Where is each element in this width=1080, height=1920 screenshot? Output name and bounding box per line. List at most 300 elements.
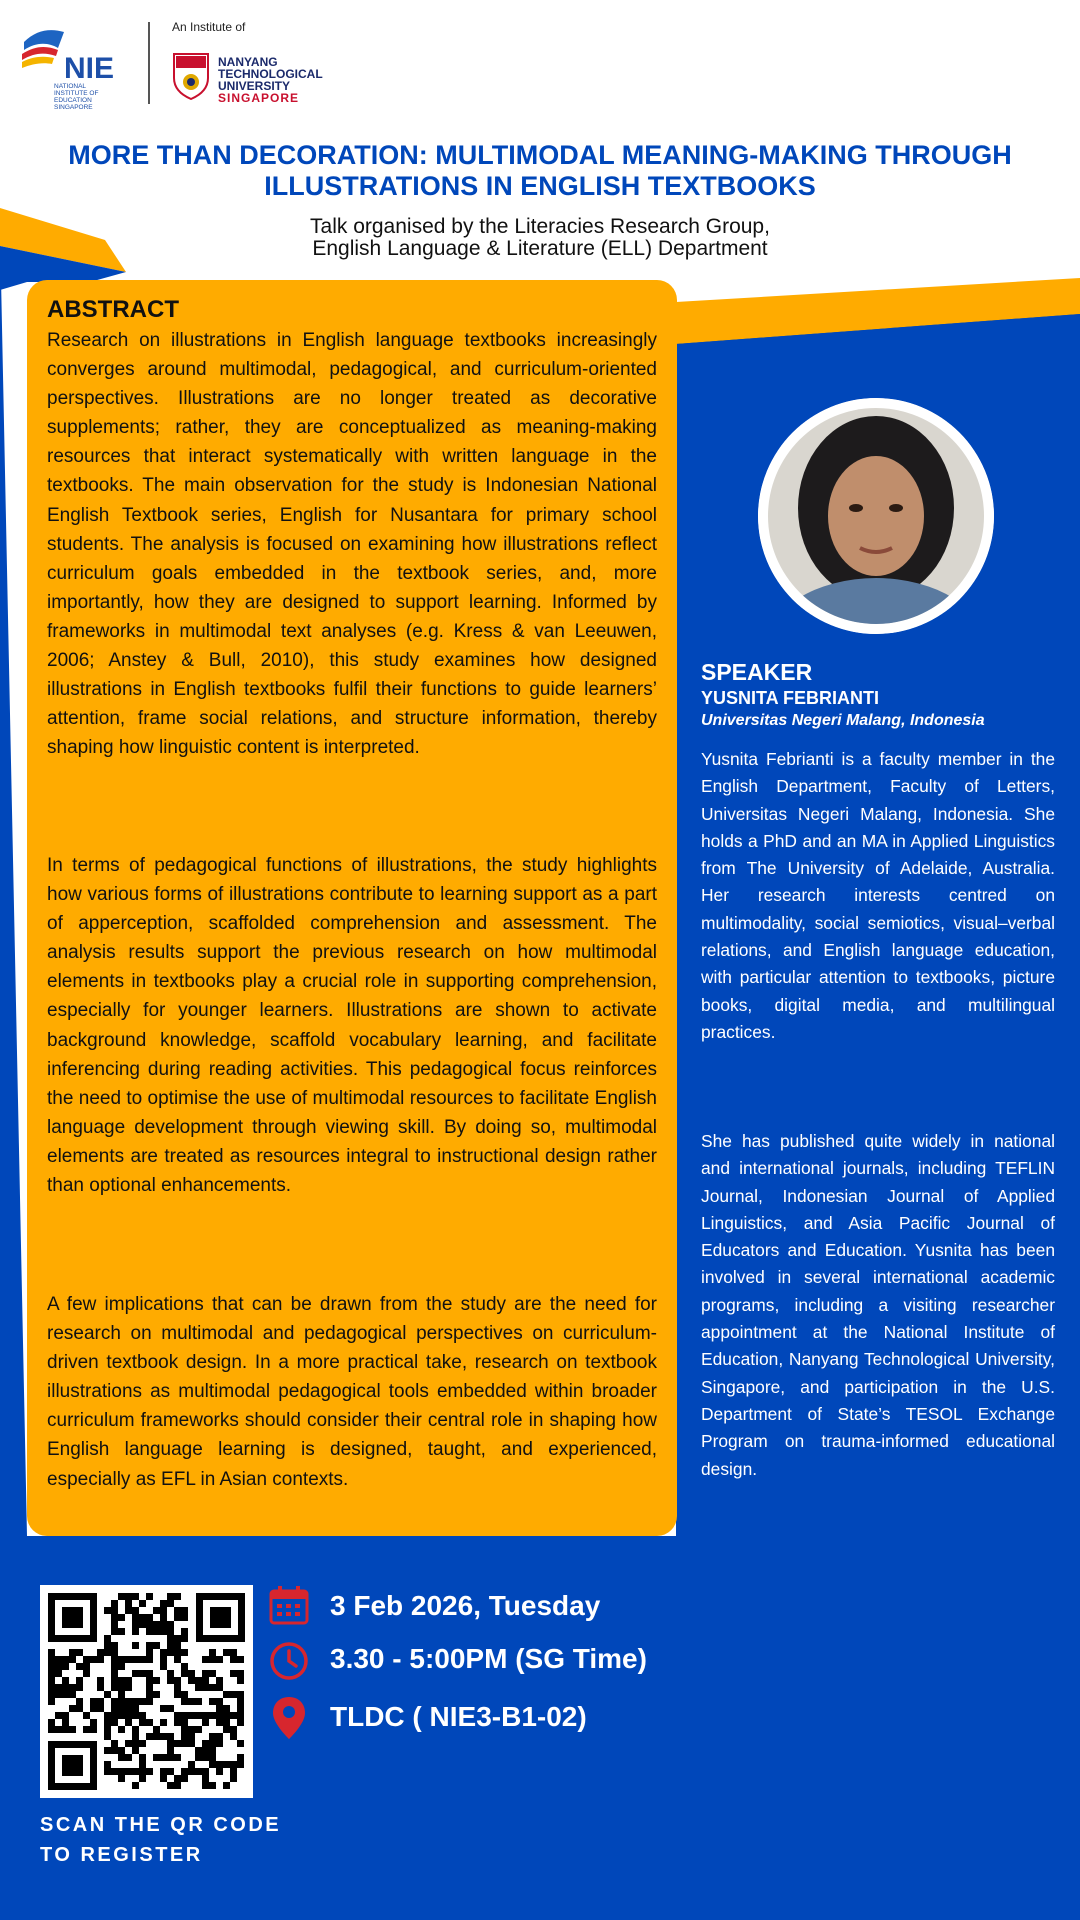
qr-module bbox=[111, 1621, 118, 1628]
qr-module bbox=[104, 1642, 111, 1649]
qr-module bbox=[181, 1698, 188, 1705]
qr-module bbox=[181, 1635, 188, 1642]
title-line-2: ILLUSTRATIONS IN ENGLISH TEXTBOOKS bbox=[264, 171, 816, 201]
qr-module bbox=[216, 1677, 223, 1684]
qr-module bbox=[118, 1663, 125, 1670]
ntu-logo-text bbox=[218, 56, 323, 104]
qr-module bbox=[223, 1691, 230, 1698]
qr-module bbox=[69, 1649, 76, 1656]
qr-module bbox=[125, 1768, 132, 1775]
qr-module bbox=[146, 1628, 153, 1635]
qr-module bbox=[216, 1698, 223, 1705]
qr-module bbox=[181, 1740, 188, 1747]
qr-module bbox=[202, 1684, 209, 1691]
qr-module bbox=[181, 1712, 188, 1719]
qr-module bbox=[118, 1593, 125, 1600]
qr-module bbox=[209, 1698, 216, 1705]
qr-module bbox=[181, 1733, 188, 1740]
qr-module bbox=[48, 1656, 55, 1663]
qr-module bbox=[174, 1614, 181, 1621]
logo-divider bbox=[148, 22, 150, 104]
qr-module bbox=[139, 1719, 146, 1726]
qr-module bbox=[202, 1656, 209, 1663]
qr-module bbox=[174, 1607, 181, 1614]
qr-module bbox=[139, 1621, 146, 1628]
qr-module bbox=[237, 1670, 244, 1677]
qr-module bbox=[83, 1656, 90, 1663]
qr-module bbox=[195, 1768, 202, 1775]
qr-module bbox=[209, 1712, 216, 1719]
qr-module bbox=[237, 1761, 244, 1768]
qr-module bbox=[104, 1768, 111, 1775]
qr-module bbox=[202, 1775, 209, 1782]
qr-module bbox=[181, 1649, 188, 1656]
qr-module bbox=[125, 1677, 132, 1684]
qr-module bbox=[69, 1726, 76, 1733]
calendar-icon bbox=[268, 1584, 310, 1626]
location-pin-icon bbox=[268, 1695, 310, 1741]
qr-module bbox=[209, 1740, 216, 1747]
qr-module bbox=[209, 1747, 216, 1754]
qr-module bbox=[76, 1684, 83, 1691]
qr-module bbox=[55, 1656, 62, 1663]
qr-module bbox=[62, 1677, 69, 1684]
qr-module bbox=[55, 1670, 62, 1677]
qr-module bbox=[111, 1698, 118, 1705]
qr-module bbox=[237, 1656, 244, 1663]
qr-module bbox=[48, 1691, 55, 1698]
qr-module bbox=[202, 1712, 209, 1719]
qr-module bbox=[48, 1698, 55, 1705]
qr-module bbox=[62, 1719, 69, 1726]
qr-module bbox=[223, 1719, 230, 1726]
qr-module bbox=[230, 1656, 237, 1663]
qr-module bbox=[167, 1642, 174, 1649]
qr-module bbox=[111, 1747, 118, 1754]
qr-module bbox=[153, 1621, 160, 1628]
qr-module bbox=[76, 1677, 83, 1684]
qr-module bbox=[139, 1754, 146, 1761]
ntu-line-2: TECHNOLOGICAL bbox=[218, 67, 323, 81]
qr-module bbox=[230, 1726, 237, 1733]
qr-module bbox=[188, 1712, 195, 1719]
qr-module bbox=[132, 1698, 139, 1705]
qr-module bbox=[153, 1628, 160, 1635]
qr-module bbox=[153, 1607, 160, 1614]
qr-module bbox=[90, 1719, 97, 1726]
qr-module bbox=[139, 1698, 146, 1705]
qr-module bbox=[132, 1782, 139, 1789]
qr-module bbox=[209, 1656, 216, 1663]
qr-module bbox=[76, 1705, 83, 1712]
qr-module bbox=[111, 1607, 118, 1614]
qr-module bbox=[230, 1670, 237, 1677]
qr-module bbox=[69, 1705, 76, 1712]
qr-module bbox=[195, 1712, 202, 1719]
qr-module bbox=[111, 1719, 118, 1726]
qr-module bbox=[139, 1600, 146, 1607]
clock-icon bbox=[268, 1640, 310, 1682]
qr-module bbox=[118, 1628, 125, 1635]
event-venue: TLDC ( NIE3-B1-02) bbox=[330, 1701, 587, 1732]
qr-module bbox=[146, 1614, 153, 1621]
qr-module bbox=[132, 1642, 139, 1649]
qr-module bbox=[174, 1684, 181, 1691]
qr-module bbox=[104, 1747, 111, 1754]
qr-module bbox=[132, 1733, 139, 1740]
qr-module bbox=[174, 1656, 181, 1663]
qr-module bbox=[230, 1691, 237, 1698]
qr-module bbox=[118, 1754, 125, 1761]
qr-module bbox=[132, 1670, 139, 1677]
abstract-paragraph-3: A few implications that can be drawn from the study are the need for research on multimodal and pedagogical perspectives on curriculum-driven textbook design. In a more practical take, research on textbook illustrations as multimodal pedagogical tools embedded within broader curriculum frameworks should consider their central role in shaping how English language learning is designed, taught, and experienced, especially as EFL in Asian contexts. bbox=[47, 1294, 657, 1490]
qr-module bbox=[83, 1670, 90, 1677]
qr-module bbox=[146, 1733, 153, 1740]
qr-module bbox=[216, 1656, 223, 1663]
speaker-label: SPEAKER bbox=[701, 659, 813, 685]
qr-module bbox=[132, 1628, 139, 1635]
qr-module bbox=[69, 1684, 76, 1691]
qr-module bbox=[132, 1768, 139, 1775]
page-title bbox=[0, 140, 1080, 202]
nie-caption-1: NATIONAL bbox=[54, 83, 87, 90]
abstract-heading: ABSTRACT bbox=[47, 296, 179, 323]
qr-module bbox=[111, 1740, 118, 1747]
qr-module bbox=[83, 1726, 90, 1733]
qr-module bbox=[237, 1719, 244, 1726]
qr-module bbox=[62, 1726, 69, 1733]
qr-module bbox=[55, 1663, 62, 1670]
qr-module bbox=[146, 1642, 153, 1649]
qr-module bbox=[97, 1649, 104, 1656]
ntu-line-4: SINGAPORE bbox=[218, 91, 300, 105]
qr-module bbox=[160, 1621, 167, 1628]
qr-module bbox=[97, 1705, 104, 1712]
qr-module bbox=[104, 1761, 111, 1768]
qr-module bbox=[146, 1670, 153, 1677]
qr-module bbox=[216, 1761, 223, 1768]
nie-logo bbox=[20, 20, 130, 110]
qr-module bbox=[181, 1614, 188, 1621]
qr-module bbox=[181, 1663, 188, 1670]
qr-module bbox=[202, 1719, 209, 1726]
qr-module bbox=[230, 1775, 237, 1782]
qr-module bbox=[111, 1614, 118, 1621]
qr-module bbox=[230, 1768, 237, 1775]
qr-module bbox=[223, 1761, 230, 1768]
qr-module bbox=[167, 1705, 174, 1712]
qr-module bbox=[125, 1607, 132, 1614]
qr-module bbox=[48, 1677, 55, 1684]
qr-module bbox=[181, 1628, 188, 1635]
qr-module bbox=[125, 1712, 132, 1719]
qr-module bbox=[174, 1754, 181, 1761]
qr-module bbox=[111, 1712, 118, 1719]
qr-module bbox=[216, 1740, 223, 1747]
qr-module bbox=[111, 1642, 118, 1649]
qr-module bbox=[111, 1684, 118, 1691]
scan-line-2: TO REGISTER bbox=[40, 1844, 203, 1866]
qr-module bbox=[160, 1719, 167, 1726]
qr-module bbox=[132, 1747, 139, 1754]
qr-module bbox=[237, 1754, 244, 1761]
nie-caption-3: EDUCATION bbox=[54, 97, 92, 104]
qr-module bbox=[174, 1775, 181, 1782]
qr-module bbox=[174, 1691, 181, 1698]
scan-line-1: SCAN THE QR CODE bbox=[40, 1814, 282, 1836]
subtitle bbox=[0, 216, 1080, 260]
qr-module bbox=[167, 1628, 174, 1635]
qr-module bbox=[69, 1691, 76, 1698]
qr-module bbox=[230, 1649, 237, 1656]
qr-module bbox=[111, 1670, 118, 1677]
abstract-paragraph-2: In terms of pedagogical functions of illustrations, the study highlights how various forms of illustrations contribute to learning support as a part of apperception, scaffolded comprehension and assessment. The analysis results support the previous research on how multimodal elements in textbooks play a crucial role in supporting comprehension, especially for younger learners. Illustrations are shown to activate background knowledge, scaffold vocabulary learning, and facilitate inferencing during reading activities. This pedagogical focus reinforces the need to optimise the use of multimodal resources to facilitate English language development through viewing skill. By doing so, multimodal elements are treated as resources integral to instructional design rather than optional enhancements. bbox=[47, 855, 657, 1197]
qr-module bbox=[174, 1740, 181, 1747]
qr-module bbox=[160, 1600, 167, 1607]
qr-module bbox=[48, 1649, 55, 1656]
abstract-paragraph-1: Research on illustrations in English language textbooks increasingly converges around multimodal, pedagogical, and curriculum-oriented perspectives. Illustrations are no longer treated as decorative supplements; rather, they are conceptualized as meaning-making resources that interact systematically with written language in the textbooks. The main observation for the study is Indonesian National English Textbook series, English for Nusantara for primary school students. The analysis is focused on examining how illustrations reflect curriculum goals embedded in the textbook series, and, more importantly, how they are designed to support learning. Informed by frameworks in multimodal text analyses (e.g. Kress & van Leeuwen, 2006; Anstey & Bull, 2010), this study examines how designed illustrations in English textbooks fulfil their functions to guide learners’ attention, frame social relations, and structure information, thereby shaping how linguistic content is interpreted. bbox=[47, 330, 657, 759]
qr-module bbox=[48, 1719, 55, 1726]
qr-module bbox=[181, 1775, 188, 1782]
qr-module bbox=[76, 1649, 83, 1656]
qr-module bbox=[83, 1663, 90, 1670]
qr-module bbox=[146, 1698, 153, 1705]
qr-module bbox=[223, 1712, 230, 1719]
qr-module bbox=[174, 1635, 181, 1642]
qr-module bbox=[181, 1607, 188, 1614]
qr-module bbox=[167, 1677, 174, 1684]
qr-module bbox=[146, 1684, 153, 1691]
qr-module bbox=[83, 1712, 90, 1719]
qr-module bbox=[104, 1635, 111, 1642]
qr-module bbox=[188, 1677, 195, 1684]
qr-module bbox=[146, 1691, 153, 1698]
qr-module bbox=[97, 1684, 104, 1691]
qr-module bbox=[223, 1726, 230, 1733]
qr-module bbox=[118, 1614, 125, 1621]
qr-module bbox=[160, 1663, 167, 1670]
qr-module bbox=[132, 1614, 139, 1621]
qr-module bbox=[167, 1740, 174, 1747]
qr-module bbox=[55, 1691, 62, 1698]
qr-module bbox=[167, 1649, 174, 1656]
qr-module bbox=[132, 1712, 139, 1719]
qr-module bbox=[62, 1684, 69, 1691]
qr-module bbox=[174, 1649, 181, 1656]
qr-module bbox=[174, 1593, 181, 1600]
speaker-name: YUSNITA FEBRIANTI bbox=[701, 688, 879, 708]
qr-module bbox=[223, 1782, 230, 1789]
qr-module bbox=[188, 1726, 195, 1733]
qr-module bbox=[216, 1719, 223, 1726]
qr-module bbox=[216, 1712, 223, 1719]
qr-module bbox=[160, 1733, 167, 1740]
qr-module bbox=[111, 1656, 118, 1663]
qr-module bbox=[209, 1761, 216, 1768]
qr-module bbox=[160, 1754, 167, 1761]
qr-module bbox=[160, 1628, 167, 1635]
qr-module bbox=[118, 1705, 125, 1712]
qr-module bbox=[160, 1775, 167, 1782]
qr-module bbox=[139, 1614, 146, 1621]
qr-module bbox=[90, 1705, 97, 1712]
qr-module bbox=[139, 1775, 146, 1782]
qr-module bbox=[90, 1726, 97, 1733]
qr-module bbox=[62, 1656, 69, 1663]
qr-module bbox=[125, 1705, 132, 1712]
qr-module bbox=[139, 1768, 146, 1775]
speaker-bio-2: She has published quite widely in national and international journals, including TEFLIN Journal, Indonesian Journal of Applied Linguistics, and Asia Pacific Journal of Educators and Education. Yusnita has been involved in several international academic programs, including a visiting researcher appointment at the National Institute of Education, Nanyang Technological University, Singapore, and participation in the U.S. Department of State’s TESOL Exchange Program on trauma-informed educational design. bbox=[701, 1131, 1055, 1479]
qr-module bbox=[153, 1726, 160, 1733]
qr-module bbox=[223, 1649, 230, 1656]
qr-module bbox=[153, 1733, 160, 1740]
qr-module bbox=[146, 1719, 153, 1726]
qr-module bbox=[202, 1670, 209, 1677]
qr-module bbox=[174, 1782, 181, 1789]
qr-module bbox=[62, 1663, 69, 1670]
qr-module bbox=[118, 1768, 125, 1775]
qr-module bbox=[167, 1670, 174, 1677]
qr-module bbox=[160, 1614, 167, 1621]
qr-module bbox=[237, 1677, 244, 1684]
qr-module bbox=[167, 1754, 174, 1761]
qr-module bbox=[174, 1712, 181, 1719]
qr-module bbox=[188, 1698, 195, 1705]
qr-module bbox=[139, 1740, 146, 1747]
qr-module bbox=[55, 1684, 62, 1691]
qr-module bbox=[48, 1670, 55, 1677]
qr-module bbox=[132, 1705, 139, 1712]
qr-module bbox=[90, 1698, 97, 1705]
qr-module bbox=[195, 1754, 202, 1761]
qr-module bbox=[167, 1600, 174, 1607]
qr-module bbox=[188, 1670, 195, 1677]
qr-module bbox=[48, 1663, 55, 1670]
qr-module bbox=[188, 1740, 195, 1747]
qr-module bbox=[76, 1663, 83, 1670]
title-line-1: MORE THAN DECORATION: MULTIMODAL MEANING-MAKING THROUGH bbox=[68, 140, 1012, 170]
qr-module bbox=[223, 1705, 230, 1712]
qr-module bbox=[132, 1593, 139, 1600]
qr-module bbox=[195, 1726, 202, 1733]
qr-module bbox=[160, 1649, 167, 1656]
qr-module bbox=[125, 1600, 132, 1607]
qr-module bbox=[209, 1670, 216, 1677]
qr-module bbox=[202, 1747, 209, 1754]
qr-module bbox=[125, 1740, 132, 1747]
qr-module bbox=[202, 1782, 209, 1789]
qr-module bbox=[118, 1726, 125, 1733]
qr-module bbox=[237, 1740, 244, 1747]
qr-module bbox=[167, 1635, 174, 1642]
qr-module bbox=[167, 1747, 174, 1754]
qr-module bbox=[132, 1740, 139, 1747]
qr-module bbox=[181, 1670, 188, 1677]
qr-module bbox=[111, 1600, 118, 1607]
qr-module bbox=[195, 1684, 202, 1691]
institute-of-label: An Institute of bbox=[172, 20, 246, 34]
qr-module bbox=[97, 1677, 104, 1684]
qr-module bbox=[118, 1656, 125, 1663]
qr-module bbox=[139, 1712, 146, 1719]
qr-module bbox=[188, 1761, 195, 1768]
qr-module bbox=[55, 1712, 62, 1719]
event-time: 3.30 - 5:00PM (SG Time) bbox=[330, 1643, 647, 1674]
qr-module bbox=[209, 1649, 216, 1656]
nie-caption-4: SINGAPORE bbox=[54, 104, 93, 110]
qr-module bbox=[146, 1621, 153, 1628]
qr-module bbox=[181, 1719, 188, 1726]
qr-module bbox=[97, 1656, 104, 1663]
qr-module bbox=[153, 1754, 160, 1761]
qr-module bbox=[118, 1684, 125, 1691]
qr-module bbox=[216, 1733, 223, 1740]
qr-module bbox=[160, 1607, 167, 1614]
speaker-bio-1: Yusnita Febrianti is a faculty member in the English Department, Faculty of Letters, Universitas Negeri Malang, Indonesia. She holds a PhD and an MA in Applied Linguistics from The University of Adelaide, Australia. Her research interests centred on multimodality, social semiotics, visual–verbal relations, and English language education, with particular attention to textbooks, picture books, digital media, and multilingual practices. bbox=[701, 749, 1055, 1042]
qr-module bbox=[132, 1607, 139, 1614]
speaker-photo bbox=[758, 398, 994, 634]
registration-qr-code[interactable] bbox=[40, 1585, 253, 1798]
qr-module bbox=[237, 1705, 244, 1712]
qr-module bbox=[118, 1698, 125, 1705]
qr-module bbox=[125, 1593, 132, 1600]
qr-module bbox=[97, 1698, 104, 1705]
qr-module bbox=[111, 1705, 118, 1712]
qr-module bbox=[195, 1747, 202, 1754]
qr-module bbox=[202, 1677, 209, 1684]
qr-module bbox=[160, 1768, 167, 1775]
qr-module bbox=[132, 1656, 139, 1663]
qr-module bbox=[118, 1775, 125, 1782]
qr-module bbox=[216, 1684, 223, 1691]
qr-module bbox=[48, 1684, 55, 1691]
ntu-line-1: NANYANG bbox=[218, 55, 278, 69]
qr-module bbox=[125, 1684, 132, 1691]
qr-module bbox=[153, 1691, 160, 1698]
qr-module bbox=[104, 1712, 111, 1719]
qr-module bbox=[62, 1712, 69, 1719]
qr-module bbox=[125, 1719, 132, 1726]
qr-module bbox=[167, 1621, 174, 1628]
qr-module bbox=[209, 1782, 216, 1789]
scan-instructions bbox=[40, 1810, 340, 1870]
qr-module bbox=[202, 1768, 209, 1775]
qr-module bbox=[139, 1761, 146, 1768]
qr-module bbox=[195, 1677, 202, 1684]
qr-module bbox=[202, 1754, 209, 1761]
qr-module bbox=[230, 1712, 237, 1719]
qr-module bbox=[237, 1691, 244, 1698]
ntu-line-3: UNIVERSITY bbox=[218, 79, 291, 93]
qr-module bbox=[167, 1593, 174, 1600]
qr-module bbox=[181, 1726, 188, 1733]
qr-module bbox=[181, 1691, 188, 1698]
qr-module bbox=[111, 1768, 118, 1775]
qr-module bbox=[55, 1726, 62, 1733]
qr-module bbox=[216, 1705, 223, 1712]
event-date: 3 Feb 2026, Tuesday bbox=[330, 1590, 601, 1621]
qr-module bbox=[62, 1691, 69, 1698]
qr-module bbox=[188, 1768, 195, 1775]
qr-module bbox=[139, 1670, 146, 1677]
qr-module bbox=[146, 1649, 153, 1656]
qr-module bbox=[139, 1656, 146, 1663]
qr-module bbox=[111, 1649, 118, 1656]
qr-module bbox=[167, 1768, 174, 1775]
subtitle-line-2: English Language & Literature (ELL) Department bbox=[312, 237, 768, 260]
qr-module bbox=[209, 1733, 216, 1740]
qr-module bbox=[153, 1642, 160, 1649]
